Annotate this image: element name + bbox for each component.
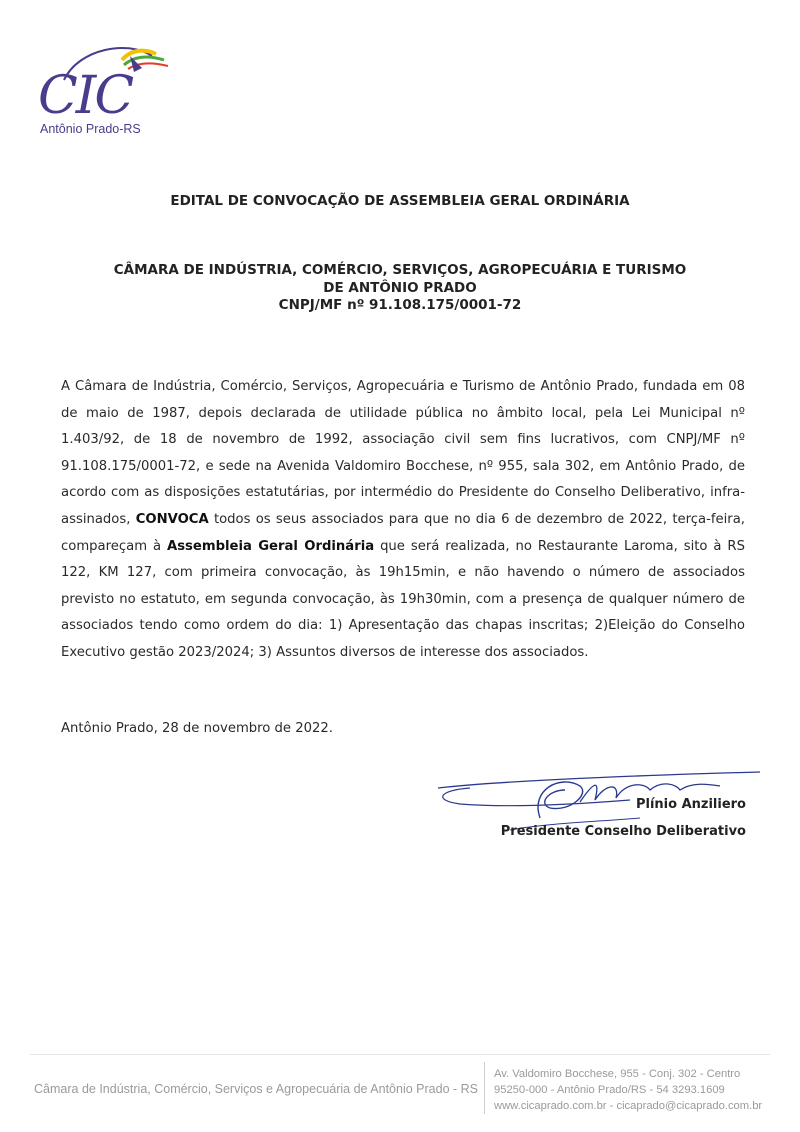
document-title: EDITAL DE CONVOCAÇÃO DE ASSEMBLEIA GERAL ORDINÁRIA [170, 193, 630, 209]
footer-cep-phone: 95250-000 - Antônio Prado/RS - 54 3293.1609 [494, 1084, 725, 1096]
signer-name: Plínio Anziliero [635, 797, 746, 812]
organization-name-line1: CÂMARA DE INDÚSTRIA, COMÉRCIO, SERVIÇOS, AGROPECUÁRIA E TURISMO [113, 262, 687, 278]
logo-city: Antônio Prado-RS [40, 122, 141, 136]
paragraph-text-3: que será realizada, no Restaurante Laroma, sito à RS 122, KM 127, com primeira convocação, às 19h15min, e não havendo o número de associados previsto no estatuto, em segunda convocação, às 19h30min, com a presença de qualquer número de associados tendo como ordem do dia: 1) Apresentação das chapas inscritas; 2)Eleição do Conselho Executivo gestão 2023/2024; 3) Assuntos diversos de interesse dos associados. [61, 538, 745, 660]
organization-name-line2: DE ANTÔNIO PRADO [323, 279, 477, 296]
place-date-line: Antônio Prado, 28 de novembro de 2022. [61, 721, 333, 736]
organization-header [60, 262, 740, 315]
paragraph-text-1: A Câmara de Indústria, Comércio, Serviços, Agropecuária e Turismo de Antônio Prado, fundada em 08 de maio de 1987, depois declarada de utilidade pública no âmbito local, pela Lei Municipal nº 1.403/92, de 18 de novembro de 1992, associação civil sem fins lucrativos, com CNPJ/MF nº 91.108.175/0001-72, e sede na Avenida Valdomiro Bocchese, nº 955, sala 302, em Antônio Prado, de acordo com as disposições estatutárias, por intermédio do Presidente do Conselho Deliberativo, infra-assinados, [61, 379, 745, 527]
footer-contact [494, 1066, 762, 1114]
convocation-paragraph [61, 374, 745, 667]
footer-separator [484, 1062, 485, 1114]
footer-organization-name: Câmara de Indústria, Comércio, Serviços e Agropecuária de Antônio Prado - RS [34, 1082, 478, 1096]
footer-address: Av. Valdomiro Bocchese, 955 - Conj. 302 - Centro [494, 1068, 741, 1080]
signer-role: Presidente Conselho Deliberativo [500, 824, 746, 839]
footer-divider [30, 1054, 770, 1055]
footer-web-email: www.cicaprado.com.br - cicaprado@cicaprado.com.br [494, 1100, 763, 1112]
convoca-emphasis: CONVOCA [135, 511, 209, 527]
paragraph-text-2: todos os seus associados para que no dia 6 de dezembro de 2022, terça-feira, compareçam à [61, 511, 745, 554]
logo-letters: CIC [38, 66, 133, 126]
organization-cnpj: CNPJ/MF nº 91.108.175/0001-72 [278, 297, 522, 313]
cic-logo [34, 38, 184, 138]
assembly-name-emphasis: Assembleia Geral Ordinária [166, 538, 375, 554]
